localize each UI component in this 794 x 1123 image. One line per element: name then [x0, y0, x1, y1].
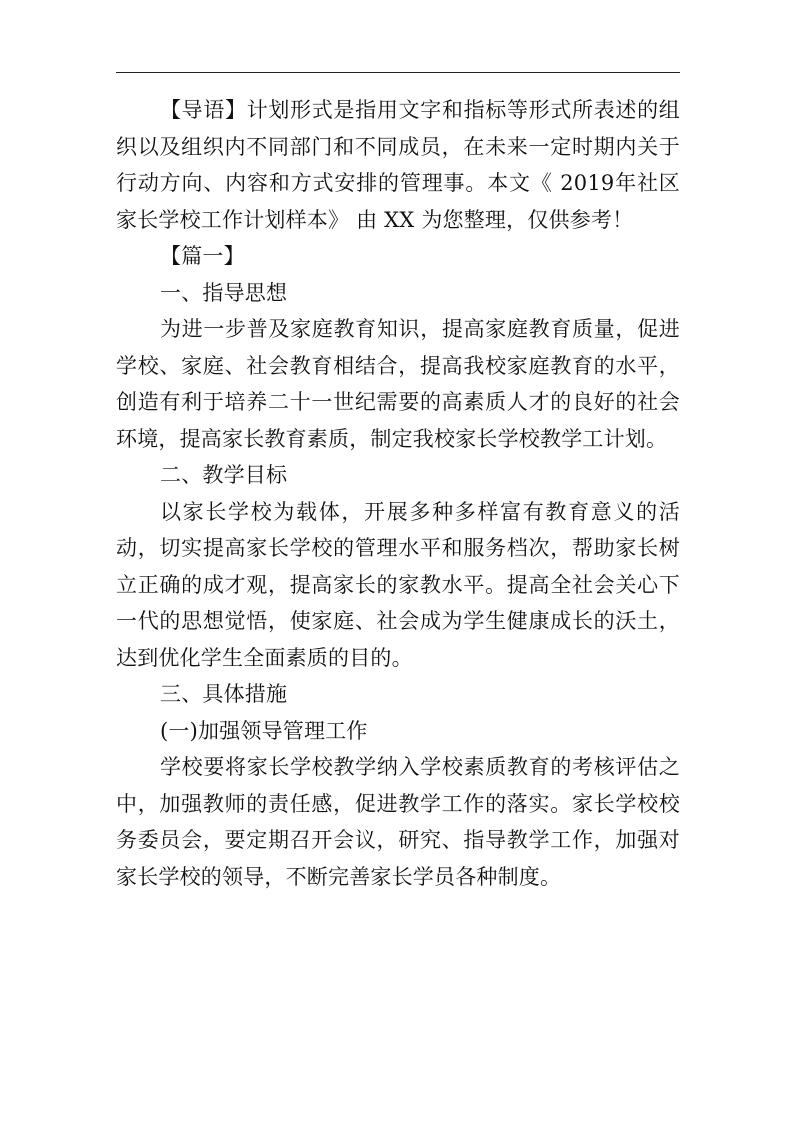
subsection-heading-leadership: (一)加强领导管理工作: [160, 718, 368, 743]
leadership-paragraph: 学校要将家长学校教学纳入学校素质教育的考核评估之中，加强教师的责任感，促进教学工作的落实。家长学校校务委员会，要定期召开会议，研究、指导教学工作，加强对家长学校的领导，不断完善家长学员各种制度。: [116, 755, 680, 889]
teaching-goals-paragraph: 以家长学校为载体，开展多种多样富有教育意义的活动，切实提高家长学校的管理水平和服务档次，帮助家长树立正确的成才观，提高家长的家教水平。提高全社会关心下一代的思想觉悟，使家庭、社会成为学生健康成长的沃土，达到优化学生全面素质的目的。: [116, 499, 680, 670]
part-heading: 【篇一】: [160, 244, 245, 268]
header-rule: [116, 72, 680, 73]
section-heading-measures: 三、具体措施: [160, 682, 288, 706]
section-heading-teaching-goals: 二、教学目标: [160, 463, 288, 487]
section-heading-guiding-thought: 一、指导思想: [160, 280, 288, 305]
document-body: [116, 92, 680, 895]
guiding-thought-paragraph: 为进一步普及家庭教育知识，提高家庭教育质量，促进学校、家庭、社会教育相结合，提高我校家庭教育的水平，创造有利于培养二十一世纪需要的高素质人才的良好的社会环境，提高家长教育素质，制定我校家长学校教学工计划。: [116, 317, 680, 451]
intro-paragraph: 【导语】计划形式是指用文字和指标等形式所表述的组织以及组织内不同部门和不同成员，在未来一定时期内关于行动方向、内容和方式安排的管理事。本文《 2019年社区家长学校工作计划样本》 由 XX 为您整理，仅供参考！: [116, 98, 680, 232]
